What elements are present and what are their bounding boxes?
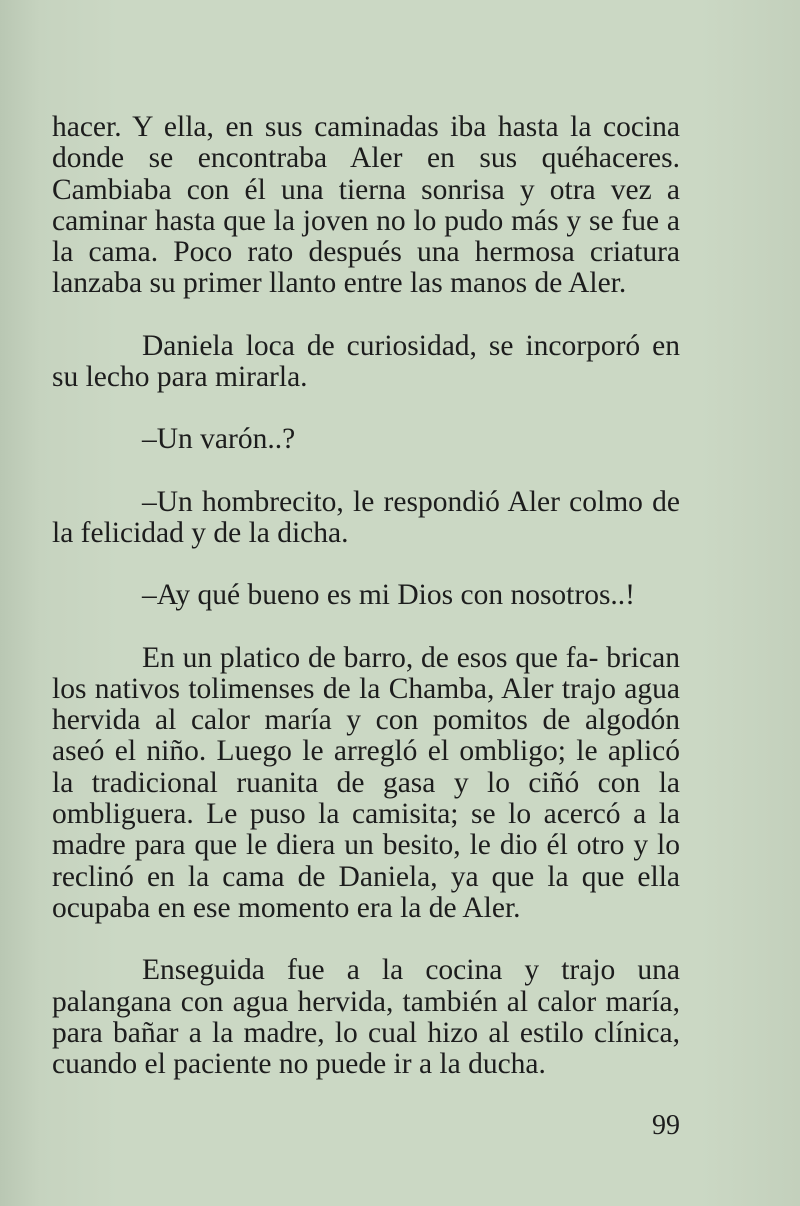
paragraph-1: hacer. Y ella, en sus caminadas iba hasta la cocina donde se encontraba Aler en sus quéhaceres. Cambiaba con él una tierna sonrisa y otra vez a caminar hasta que la joven no lo pudo más y se fue a la cama. Poco rato después una hermosa criatura lanzaba su primer llanto entre las manos de Aler. [52,111,680,300]
paragraph-6: En un platico de barro, de esos que fa- brican los nativos tolimenses de la Chamba, Aler trajo agua hervida al calor maría y con pomitos de algodón aseó el niño. Luego le arregló el ombligo; le aplicó la tradicional ruanita de gasa y lo ciñó con la ombliguera. Le puso la camisita; se lo acercó a la madre para que le diera un besito, le dio él otro y lo reclinó en la cama de Daniela, ya que la que ella ocupaba en ese momento era la de Aler. [52,641,680,924]
paragraph-7: Enseguida fue a la cocina y trajo una palangana con agua hervida, también al calor maría, para bañar a la madre, lo cual hizo al estilo clínica, cuando el paciente no puede ir a la ducha. [52,954,680,1081]
paragraph-3: –Un varón..? [142,423,296,456]
paragraph-5: –Ay qué bueno es mi Dios con nosotros..! [142,579,636,612]
page-number: 99 [652,1110,680,1141]
paragraph-2: Daniela loca de curiosidad, se incorporó en su lecho para mirarla. [52,329,680,394]
paragraph-4: –Un hombrecito, le respondió Aler colmo de la felicidad y de la dicha. [52,485,680,549]
page-body [52,112,680,1080]
